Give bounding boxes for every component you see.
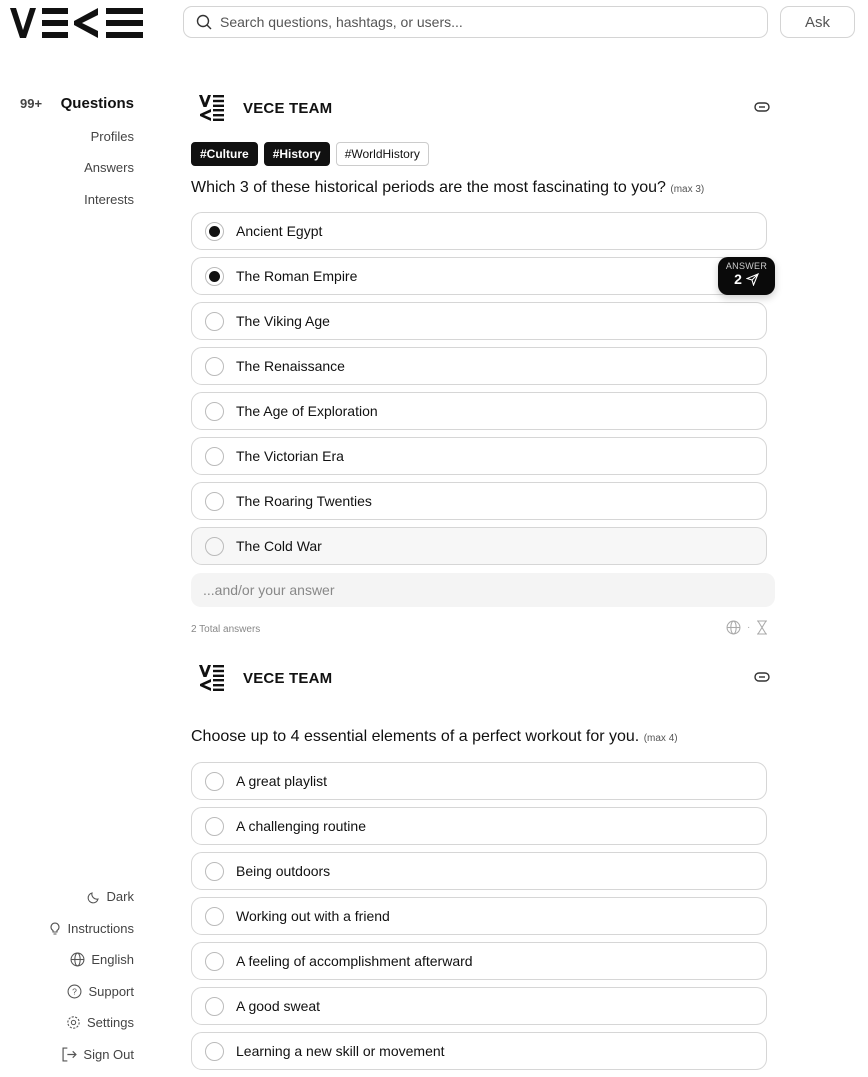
option-label: Ancient Egypt [236, 223, 323, 239]
author-name[interactable]: VECE TEAM [243, 100, 333, 117]
tag-list [191, 142, 429, 166]
custom-answer-input[interactable] [191, 573, 775, 607]
question-label: Which 3 of these historical periods are the most fascinating to you? [191, 179, 666, 196]
search-icon [196, 14, 212, 30]
answer-option[interactable] [191, 527, 767, 565]
answer-option[interactable] [191, 852, 767, 890]
radio-button[interactable] [205, 862, 224, 881]
vece-logo[interactable] [10, 8, 144, 38]
option-label: A good sweat [236, 998, 321, 1014]
link-icon[interactable] [754, 100, 770, 114]
globe-icon [70, 952, 85, 967]
search-input[interactable] [220, 14, 767, 30]
answer-option[interactable] [191, 302, 767, 340]
radio-button[interactable] [205, 222, 224, 241]
radio-button[interactable] [205, 267, 224, 286]
language-selector[interactable] [70, 952, 134, 967]
option-label: The Age of Exploration [236, 403, 378, 419]
dark-mode-toggle[interactable] [87, 889, 134, 904]
instructions-label: Instructions [67, 921, 134, 936]
answer-label: ANSWER [725, 261, 768, 271]
support-label: Support [88, 984, 134, 999]
author-avatar[interactable] [199, 665, 225, 691]
radio-button[interactable] [205, 447, 224, 466]
option-label: The Renaissance [236, 358, 345, 374]
sidebar-item-interests[interactable] [84, 192, 134, 207]
tag-culture[interactable]: #Culture [191, 142, 258, 166]
radio-button[interactable] [205, 907, 224, 926]
hourglass-icon [756, 620, 768, 635]
support-link[interactable] [67, 984, 134, 999]
sidebar-item-questions[interactable] [61, 95, 134, 112]
radio-button[interactable] [205, 312, 224, 331]
question-card-header [191, 664, 776, 694]
radio-button[interactable] [205, 537, 224, 556]
moon-icon [87, 890, 101, 904]
question-card-header [191, 94, 776, 124]
sidebar-item-profiles[interactable] [91, 129, 134, 144]
option-label: Being outdoors [236, 863, 331, 879]
sidebar-item-label: Profiles [90, 129, 134, 144]
lightbulb-icon [48, 922, 62, 936]
option-label: The Victorian Era [236, 448, 344, 464]
answer-option[interactable] [191, 897, 767, 935]
sidebar-item-label: Questions [60, 95, 134, 112]
radio-button[interactable] [205, 492, 224, 511]
answer-option[interactable] [191, 762, 767, 800]
answer-option[interactable] [191, 212, 767, 250]
answer-option[interactable] [191, 987, 767, 1025]
answer-option[interactable] [191, 392, 767, 430]
sign-out-label: Sign Out [83, 1047, 134, 1062]
author-name[interactable]: VECE TEAM [243, 670, 333, 687]
radio-button[interactable] [205, 357, 224, 376]
option-label: A feeling of accomplishment afterward [236, 953, 473, 969]
option-label: The Roaring Twenties [236, 493, 372, 509]
option-label: A challenging routine [236, 818, 366, 834]
max-label: (max 4) [643, 733, 678, 744]
ask-button[interactable]: Ask [780, 6, 855, 38]
answer-count: 2 [734, 271, 742, 287]
question-text [191, 728, 678, 746]
radio-button[interactable] [205, 402, 224, 421]
answer-option[interactable] [191, 807, 767, 845]
meta-separator: · [747, 622, 751, 633]
sign-out-icon [62, 1047, 77, 1062]
answer-option[interactable] [191, 1032, 767, 1070]
option-label: The Cold War [236, 538, 322, 554]
questions-count: 99+ [20, 96, 43, 111]
sidebar-item-label: Interests [84, 192, 134, 207]
option-label: The Viking Age [236, 313, 330, 329]
settings-label: Settings [87, 1015, 134, 1030]
globe-icon [726, 620, 741, 635]
total-answers: 2 Total answers [191, 624, 261, 635]
instructions-link[interactable] [48, 921, 134, 936]
radio-button[interactable] [205, 817, 224, 836]
radio-button[interactable] [205, 1042, 224, 1061]
link-icon[interactable] [754, 670, 770, 684]
sidebar-item-label: Answers [84, 160, 134, 175]
question-meta [726, 620, 768, 635]
language-label: English [91, 952, 134, 967]
settings-link[interactable] [66, 1015, 134, 1030]
send-icon [746, 273, 759, 286]
radio-button[interactable] [205, 772, 224, 791]
option-label: The Roman Empire [236, 268, 358, 284]
question-text [191, 179, 704, 197]
answer-option[interactable] [191, 347, 767, 385]
option-label: Working out with a friend [236, 908, 390, 924]
radio-button[interactable] [205, 997, 224, 1016]
sign-out-link[interactable] [62, 1047, 134, 1062]
tag-history[interactable]: #History [264, 142, 330, 166]
option-label: A great playlist [236, 773, 328, 789]
svg-text:?: ? [72, 986, 78, 997]
answer-submit-button[interactable] [718, 257, 775, 295]
author-avatar[interactable] [199, 95, 225, 121]
question-label: Choose up to 4 essential elements of a perfect workout for you. [191, 728, 640, 745]
answer-option[interactable] [191, 437, 767, 475]
dark-label: Dark [106, 889, 134, 904]
answer-option[interactable] [191, 482, 767, 520]
tag-worldhistory[interactable]: #WorldHistory [336, 142, 429, 166]
sidebar-item-answers[interactable] [84, 160, 134, 175]
answer-option[interactable] [191, 257, 767, 295]
answer-option[interactable] [191, 942, 767, 980]
max-label: (max 3) [670, 184, 705, 195]
help-icon [67, 984, 82, 999]
radio-button[interactable] [205, 952, 224, 971]
search-bar[interactable] [183, 6, 768, 38]
option-label: Learning a new skill or movement [236, 1043, 445, 1059]
gear-icon [66, 1015, 81, 1030]
